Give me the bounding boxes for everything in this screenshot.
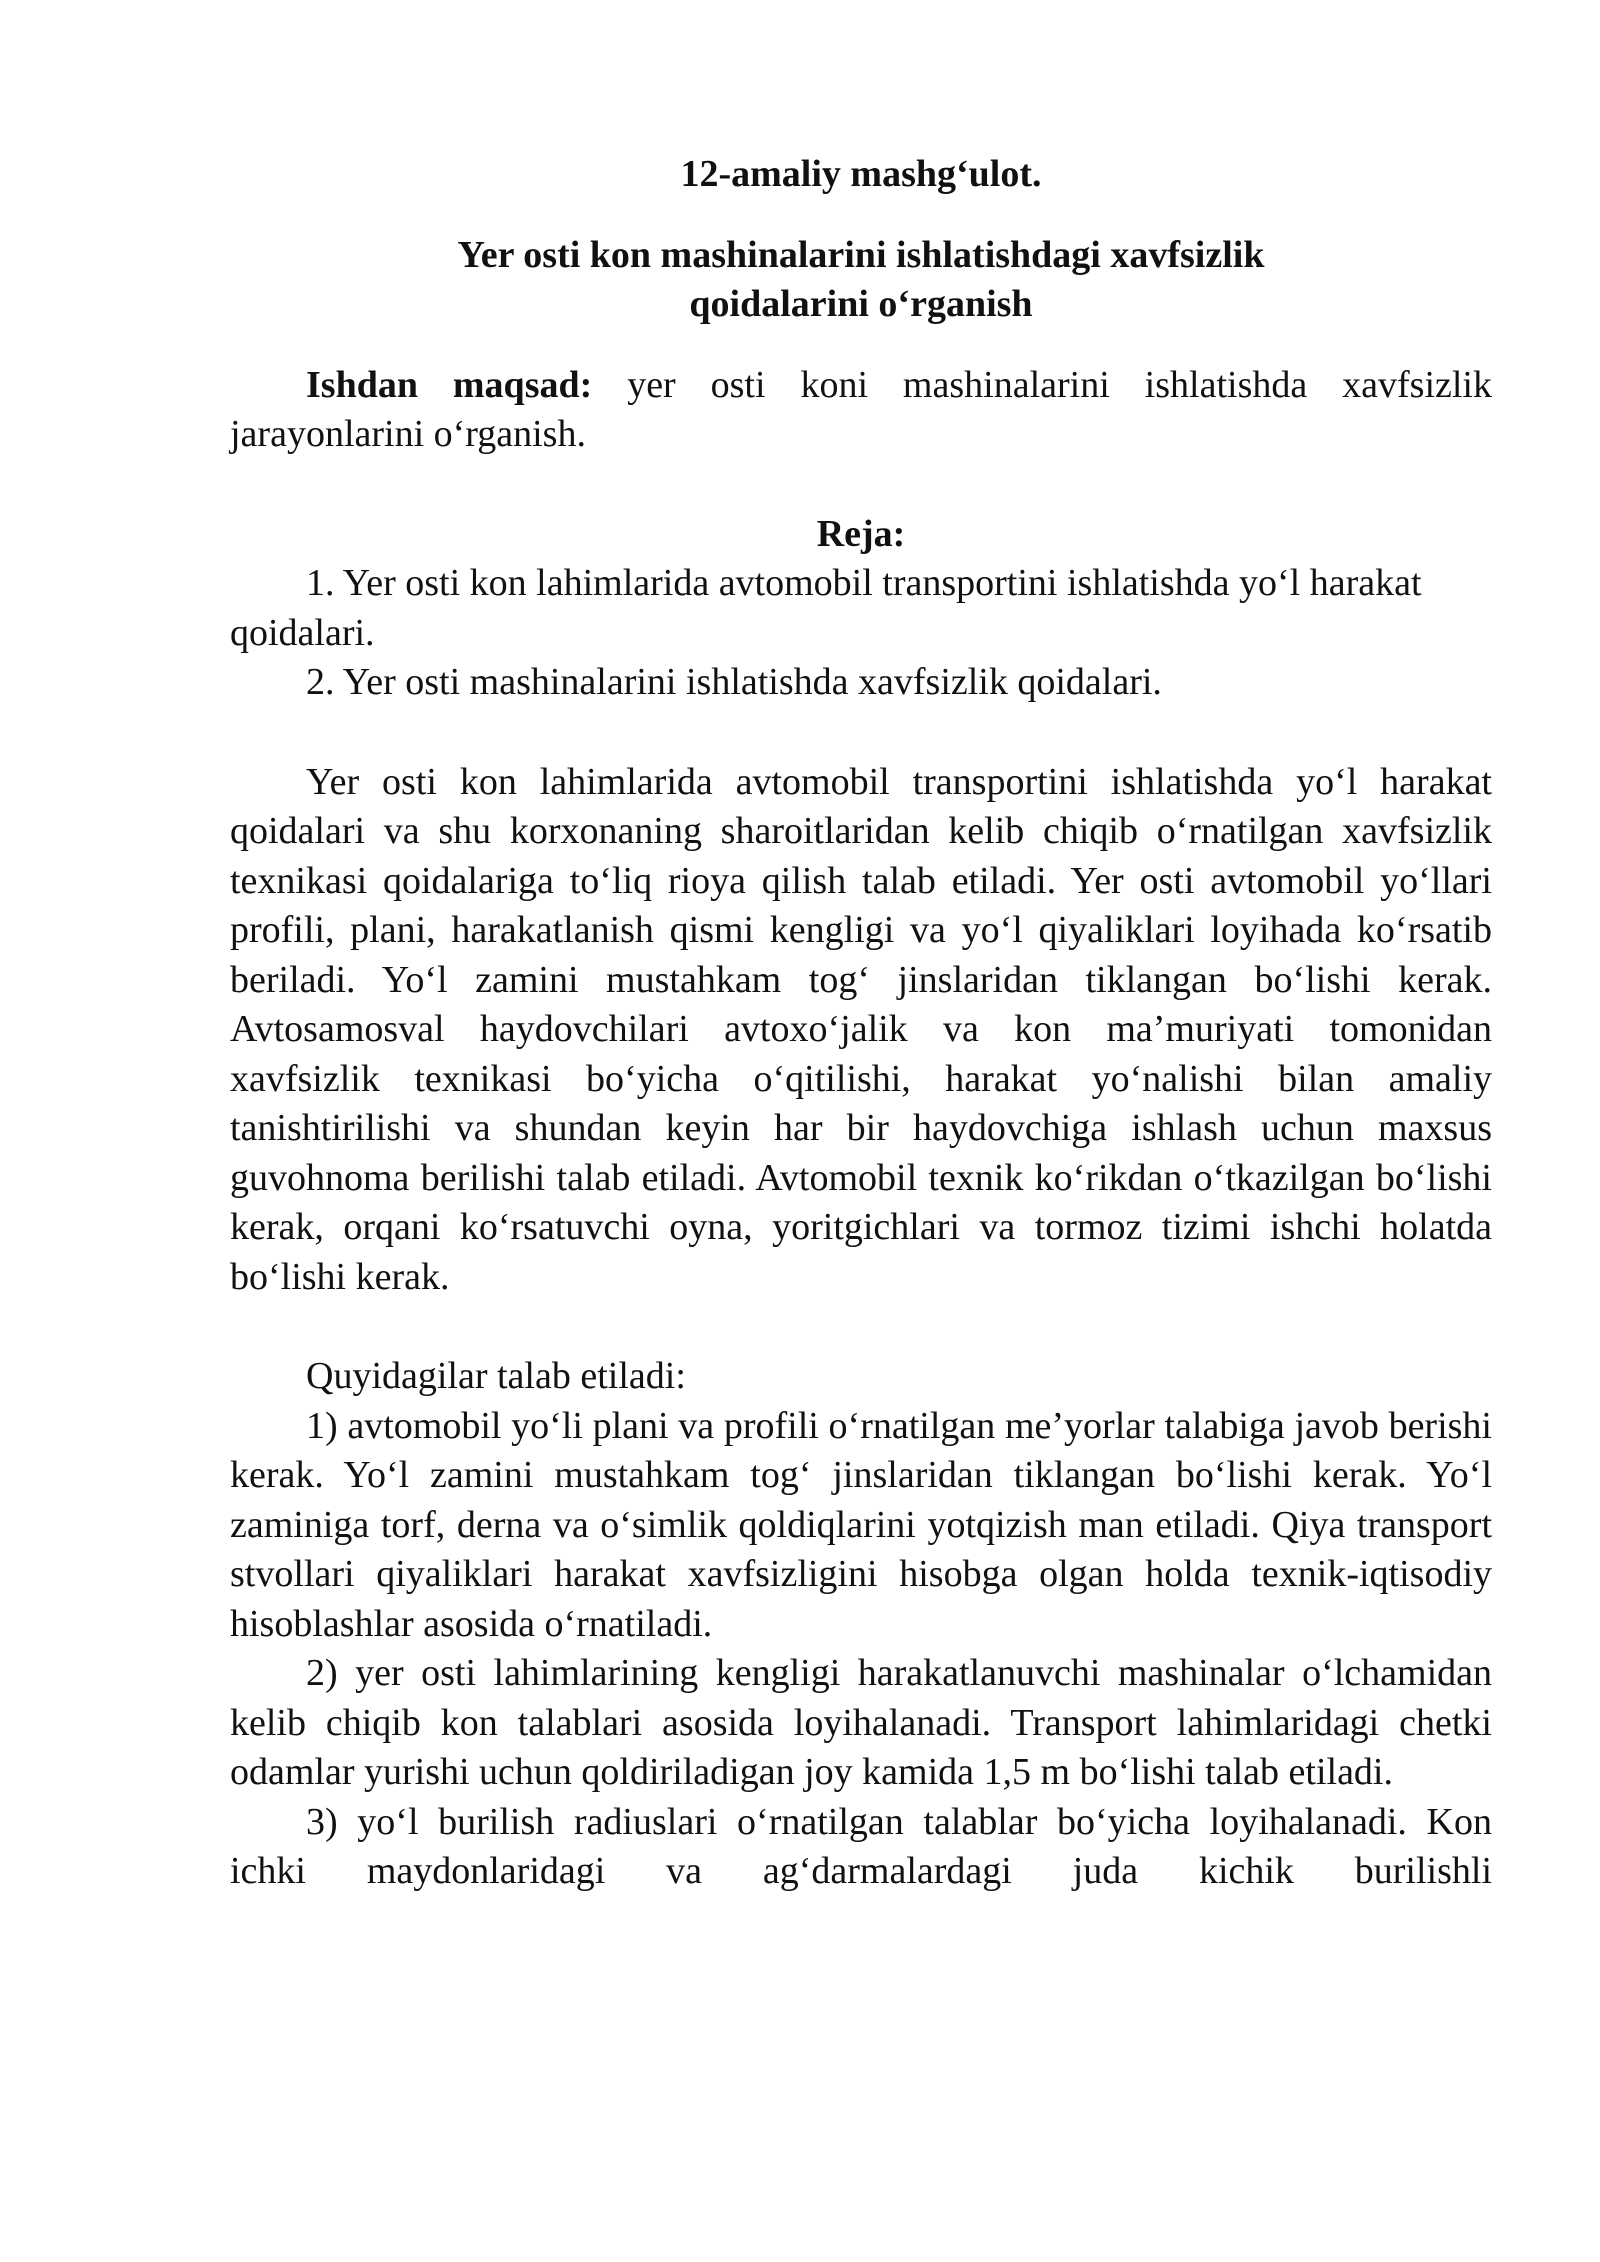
objective-text: yer osti koni mashinalarini ishlatishda xavfsizlik jarayonlarini o‘rganish.	[230, 363, 1492, 455]
plan-item-1: 1. Yer osti kon lahimlarida avtomobil transportini ishlatishda yo‘l harakat qoidalari.	[230, 562, 1422, 654]
objective-paragraph	[230, 361, 1492, 460]
plan-heading: Reja:	[816, 512, 906, 555]
requirement-item-3: 3) yo‘l burilish radiuslari o‘rnatilgan talablar bo‘yicha loyihalanadi. Kon ichki maydonlaridagi va ag‘darmalardagi juda kichik burilishli	[230, 1800, 1492, 1892]
requirement-item-2: 2) yer osti lahimlarining kengligi harakatlanuvchi mashinalar o‘lchamidan kelib chiqib kon talablari asosida loyihalanadi. Transport lahimlaridagi chetki odamlar yurishi uchun qoldiriladigan joy kamida 1,5 m bo‘lishi talab etiladi.	[230, 1652, 1492, 1793]
requirement-item-1: 1) avtomobil yo‘li plani va profili o‘rnatilgan me’yorlar talabiga javob berishi kerak. Yo‘l zamini mustahkam tog‘ jinslaridan tiklangan bo‘lishi kerak. Yo‘l zaminiga torf, derna va o‘simlik qoldiqlarini yotqizish man etiladi. Qiya transport stvollari qiyaliklari harakat xavfsizligini hisobga olgan holda texnik-iqtisodiy hisoblashlar asosida o‘rnatiladi.	[230, 1404, 1492, 1645]
document-page	[230, 150, 1492, 1897]
document-title-line-1: Yer osti kon mashinalarini ishlatishdagi xavfsizlik	[457, 233, 1265, 276]
requirements-intro: Quyidagilar talab etiladi:	[306, 1355, 686, 1397]
exercise-number-heading: 12-amaliy mashg‘ulot.	[680, 153, 1042, 195]
plan-item-2: 2. Yer osti mashinalarini ishlatishda xavfsizlik qoidalari.	[306, 661, 1162, 703]
document-title-line-2: qoidalarini o‘rganish	[689, 283, 1033, 325]
objective-label: Ishdan maqsad:	[306, 363, 593, 406]
intro-paragraph: Yer osti kon lahimlarida avtomobil transportini ishlatishda yo‘l harakat qoidalari va shu korxonaning sharoitlaridan kelib chiqib o‘rnatilgan xavfsizlik texnikasi qoidalariga to‘liq rioya qilish talab etiladi. Yer osti avtomobil yo‘llari profili, plani, harakatlanish qismi kengligi va yo‘l qiyaliklari loyihada ko‘rsatib beriladi. Yo‘l zamini mustahkam tog‘ jinslaridan tiklangan bo‘lishi kerak. Avtosamosval haydovchilari avtoxo‘jalik va kon ma’muriyati tomonidan xavfsizlik texnikasi bo‘yicha o‘qitilishi, harakat yo‘nalishi bilan amaliy tanishtirilishi va shundan keyin har bir haydovchiga ishlash uchun maxsus guvohnoma berilishi talab etiladi. Avtomobil texnik ko‘rikdan o‘tkazilgan bo‘lishi kerak, orqani ko‘rsatuvchi oyna, yoritgichlari va tormoz tizimi ishchi holatda bo‘lishi kerak.	[230, 760, 1492, 1298]
document-title	[230, 231, 1492, 330]
